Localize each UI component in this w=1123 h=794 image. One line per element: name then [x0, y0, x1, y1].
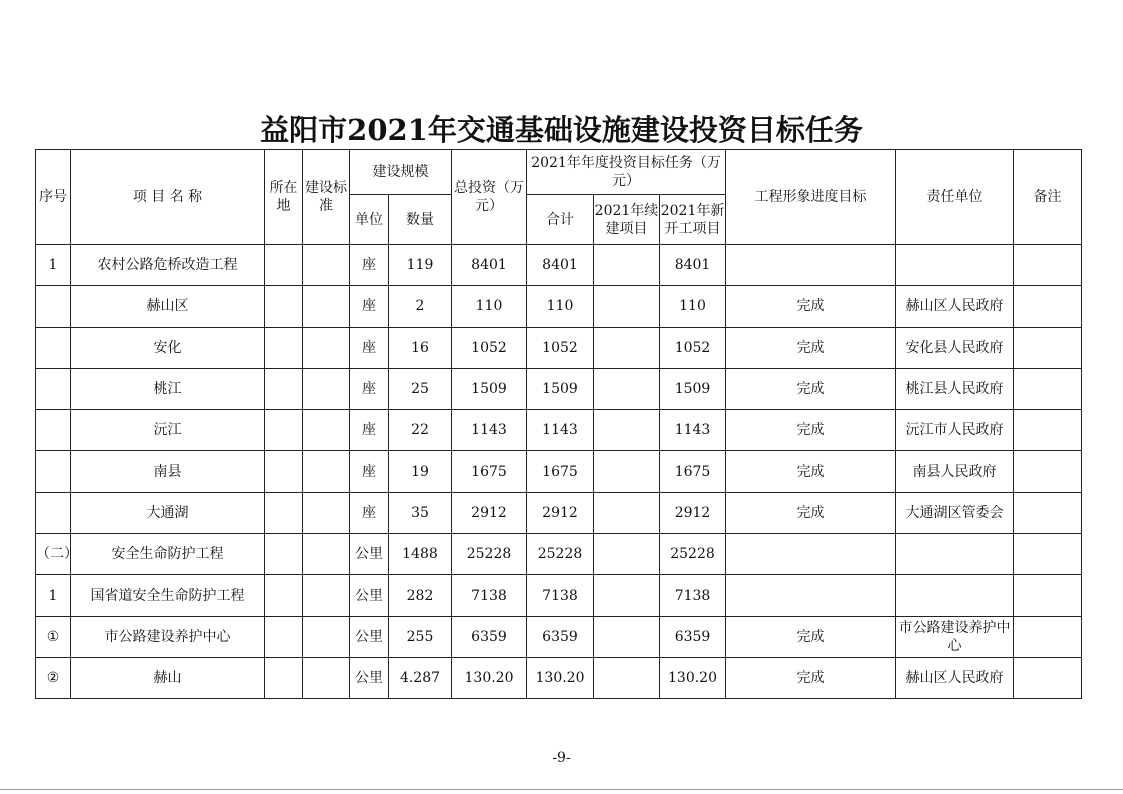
cell-continuing	[594, 245, 660, 286]
cell-unit: 座	[350, 492, 389, 533]
cell-quantity: 25	[389, 368, 452, 409]
cell-responsible: 沅江市人民政府	[896, 410, 1014, 451]
header-continuing: 2021年续建项目	[594, 195, 660, 245]
header-unit: 单位	[350, 195, 389, 245]
cell-name: 桃江	[71, 368, 265, 409]
cell-new: 2912	[660, 492, 726, 533]
cell-total: 1675	[452, 451, 527, 492]
cell-standard	[303, 492, 350, 533]
header-row-1	[36, 150, 1082, 195]
cell-location	[265, 534, 303, 575]
cell-unit: 座	[350, 451, 389, 492]
cell-remarks	[1014, 410, 1082, 451]
cell-remarks	[1014, 616, 1082, 657]
cell-name: 南县	[71, 451, 265, 492]
cell-quantity: 255	[389, 616, 452, 657]
cell-seq: 1	[36, 245, 71, 286]
cell-total: 2912	[452, 492, 527, 533]
table-row	[36, 616, 1082, 657]
page-number: -9-	[552, 750, 571, 766]
table-row	[36, 410, 1082, 451]
cell-new: 1675	[660, 451, 726, 492]
cell-unit: 公里	[350, 616, 389, 657]
cell-total: 25228	[452, 534, 527, 575]
header-quantity: 数量	[389, 195, 452, 245]
cell-quantity: 1488	[389, 534, 452, 575]
cell-name: 安全生命防护工程	[71, 534, 265, 575]
cell-remarks	[1014, 245, 1082, 286]
cell-progress: 完成	[726, 616, 896, 657]
cell-progress: 完成	[726, 410, 896, 451]
cell-total: 7138	[452, 575, 527, 616]
cell-continuing	[594, 492, 660, 533]
cell-sum: 130.20	[527, 657, 594, 698]
cell-standard	[303, 368, 350, 409]
cell-sum: 6359	[527, 616, 594, 657]
table-body	[36, 245, 1082, 699]
header-responsible: 责任单位	[896, 150, 1014, 245]
cell-location	[265, 286, 303, 327]
cell-name: 沅江	[71, 410, 265, 451]
header-annual-target: 2021年年度投资目标任务（万元）	[527, 150, 726, 195]
cell-seq	[36, 327, 71, 368]
cell-quantity: 4.287	[389, 657, 452, 698]
cell-new: 1143	[660, 410, 726, 451]
cell-progress: 完成	[726, 368, 896, 409]
cell-remarks	[1014, 575, 1082, 616]
header-subtotal: 合计	[527, 195, 594, 245]
header-seq: 序号	[36, 150, 71, 245]
cell-seq	[36, 492, 71, 533]
cell-quantity: 119	[389, 245, 452, 286]
investment-table	[35, 149, 1082, 699]
cell-continuing	[594, 286, 660, 327]
cell-unit: 公里	[350, 534, 389, 575]
cell-responsible	[896, 534, 1014, 575]
cell-unit: 公里	[350, 657, 389, 698]
cell-sum: 8401	[527, 245, 594, 286]
cell-unit: 公里	[350, 575, 389, 616]
cell-location	[265, 616, 303, 657]
header-new-projects: 2021年新开工项目	[660, 195, 726, 245]
cell-name: 国省道安全生命防护工程	[71, 575, 265, 616]
cell-seq: 1	[36, 575, 71, 616]
table-row	[36, 286, 1082, 327]
cell-remarks	[1014, 534, 1082, 575]
cell-quantity: 35	[389, 492, 452, 533]
cell-location	[265, 327, 303, 368]
cell-name: 农村公路危桥改造工程	[71, 245, 265, 286]
cell-new: 1052	[660, 327, 726, 368]
header-remarks: 备注	[1014, 150, 1082, 245]
cell-remarks	[1014, 368, 1082, 409]
cell-sum: 25228	[527, 534, 594, 575]
cell-unit: 座	[350, 286, 389, 327]
cell-standard	[303, 657, 350, 698]
cell-name: 市公路建设养护中心	[71, 616, 265, 657]
cell-name: 赫山区	[71, 286, 265, 327]
cell-continuing	[594, 657, 660, 698]
cell-unit: 座	[350, 410, 389, 451]
cell-quantity: 282	[389, 575, 452, 616]
cell-sum: 1509	[527, 368, 594, 409]
cell-name: 安化	[71, 327, 265, 368]
cell-total: 6359	[452, 616, 527, 657]
bottom-rule	[0, 789, 1123, 790]
cell-responsible: 安化县人民政府	[896, 327, 1014, 368]
cell-responsible: 赫山区人民政府	[896, 286, 1014, 327]
table-row	[36, 575, 1082, 616]
cell-progress	[726, 245, 896, 286]
cell-progress	[726, 575, 896, 616]
cell-quantity: 16	[389, 327, 452, 368]
cell-standard	[303, 575, 350, 616]
page-title: 益阳市2021年交通基础设施建设投资目标任务	[260, 113, 863, 147]
cell-standard	[303, 286, 350, 327]
cell-location	[265, 451, 303, 492]
cell-continuing	[594, 534, 660, 575]
cell-remarks	[1014, 492, 1082, 533]
cell-quantity: 2	[389, 286, 452, 327]
cell-continuing	[594, 616, 660, 657]
cell-standard	[303, 245, 350, 286]
table-row	[36, 657, 1082, 698]
cell-standard	[303, 616, 350, 657]
cell-progress: 完成	[726, 286, 896, 327]
table-row	[36, 534, 1082, 575]
cell-continuing	[594, 410, 660, 451]
cell-new: 1509	[660, 368, 726, 409]
header-location: 所在地	[265, 150, 303, 245]
cell-total: 8401	[452, 245, 527, 286]
cell-location	[265, 657, 303, 698]
cell-new: 6359	[660, 616, 726, 657]
cell-location	[265, 368, 303, 409]
cell-total: 1052	[452, 327, 527, 368]
cell-sum: 2912	[527, 492, 594, 533]
table-row	[36, 327, 1082, 368]
cell-progress: 完成	[726, 657, 896, 698]
table-row	[36, 451, 1082, 492]
cell-continuing	[594, 575, 660, 616]
cell-location	[265, 245, 303, 286]
cell-seq	[36, 286, 71, 327]
cell-unit: 座	[350, 245, 389, 286]
cell-progress	[726, 534, 896, 575]
header-progress-target: 工程形象进度目标	[726, 150, 896, 245]
cell-continuing	[594, 327, 660, 368]
cell-continuing	[594, 451, 660, 492]
cell-progress: 完成	[726, 492, 896, 533]
cell-remarks	[1014, 327, 1082, 368]
cell-responsible: 大通湖区管委会	[896, 492, 1014, 533]
cell-new: 130.20	[660, 657, 726, 698]
cell-seq	[36, 451, 71, 492]
cell-seq: （二）	[36, 534, 71, 575]
table-row	[36, 245, 1082, 286]
header-scale: 建设规模	[350, 150, 452, 195]
cell-responsible: 南县人民政府	[896, 451, 1014, 492]
table-row	[36, 492, 1082, 533]
cell-continuing	[594, 368, 660, 409]
cell-responsible	[896, 575, 1014, 616]
cell-sum: 1143	[527, 410, 594, 451]
cell-location	[265, 492, 303, 533]
cell-sum: 1052	[527, 327, 594, 368]
cell-unit: 座	[350, 327, 389, 368]
cell-total: 1509	[452, 368, 527, 409]
header-total-investment: 总投资（万元）	[452, 150, 527, 245]
cell-remarks	[1014, 451, 1082, 492]
cell-new: 25228	[660, 534, 726, 575]
header-standard: 建设标准	[303, 150, 350, 245]
table-row	[36, 368, 1082, 409]
cell-name: 大通湖	[71, 492, 265, 533]
cell-standard	[303, 451, 350, 492]
cell-standard	[303, 410, 350, 451]
cell-total: 110	[452, 286, 527, 327]
cell-total: 130.20	[452, 657, 527, 698]
cell-progress: 完成	[726, 451, 896, 492]
cell-new: 110	[660, 286, 726, 327]
cell-responsible: 赫山区人民政府	[896, 657, 1014, 698]
cell-responsible: 桃江县人民政府	[896, 368, 1014, 409]
cell-location	[265, 575, 303, 616]
cell-remarks	[1014, 286, 1082, 327]
cell-sum: 110	[527, 286, 594, 327]
cell-new: 8401	[660, 245, 726, 286]
cell-seq: ①	[36, 616, 71, 657]
cell-name: 赫山	[71, 657, 265, 698]
cell-standard	[303, 534, 350, 575]
cell-progress: 完成	[726, 327, 896, 368]
cell-seq	[36, 368, 71, 409]
header-name: 项 目 名 称	[71, 150, 265, 245]
cell-total: 1143	[452, 410, 527, 451]
cell-responsible: 市公路建设养护中心	[896, 616, 1014, 657]
cell-quantity: 22	[389, 410, 452, 451]
cell-standard	[303, 327, 350, 368]
cell-sum: 7138	[527, 575, 594, 616]
cell-unit: 座	[350, 368, 389, 409]
cell-remarks	[1014, 657, 1082, 698]
cell-seq: ②	[36, 657, 71, 698]
cell-quantity: 19	[389, 451, 452, 492]
cell-sum: 1675	[527, 451, 594, 492]
cell-new: 7138	[660, 575, 726, 616]
cell-location	[265, 410, 303, 451]
cell-seq	[36, 410, 71, 451]
cell-responsible	[896, 245, 1014, 286]
